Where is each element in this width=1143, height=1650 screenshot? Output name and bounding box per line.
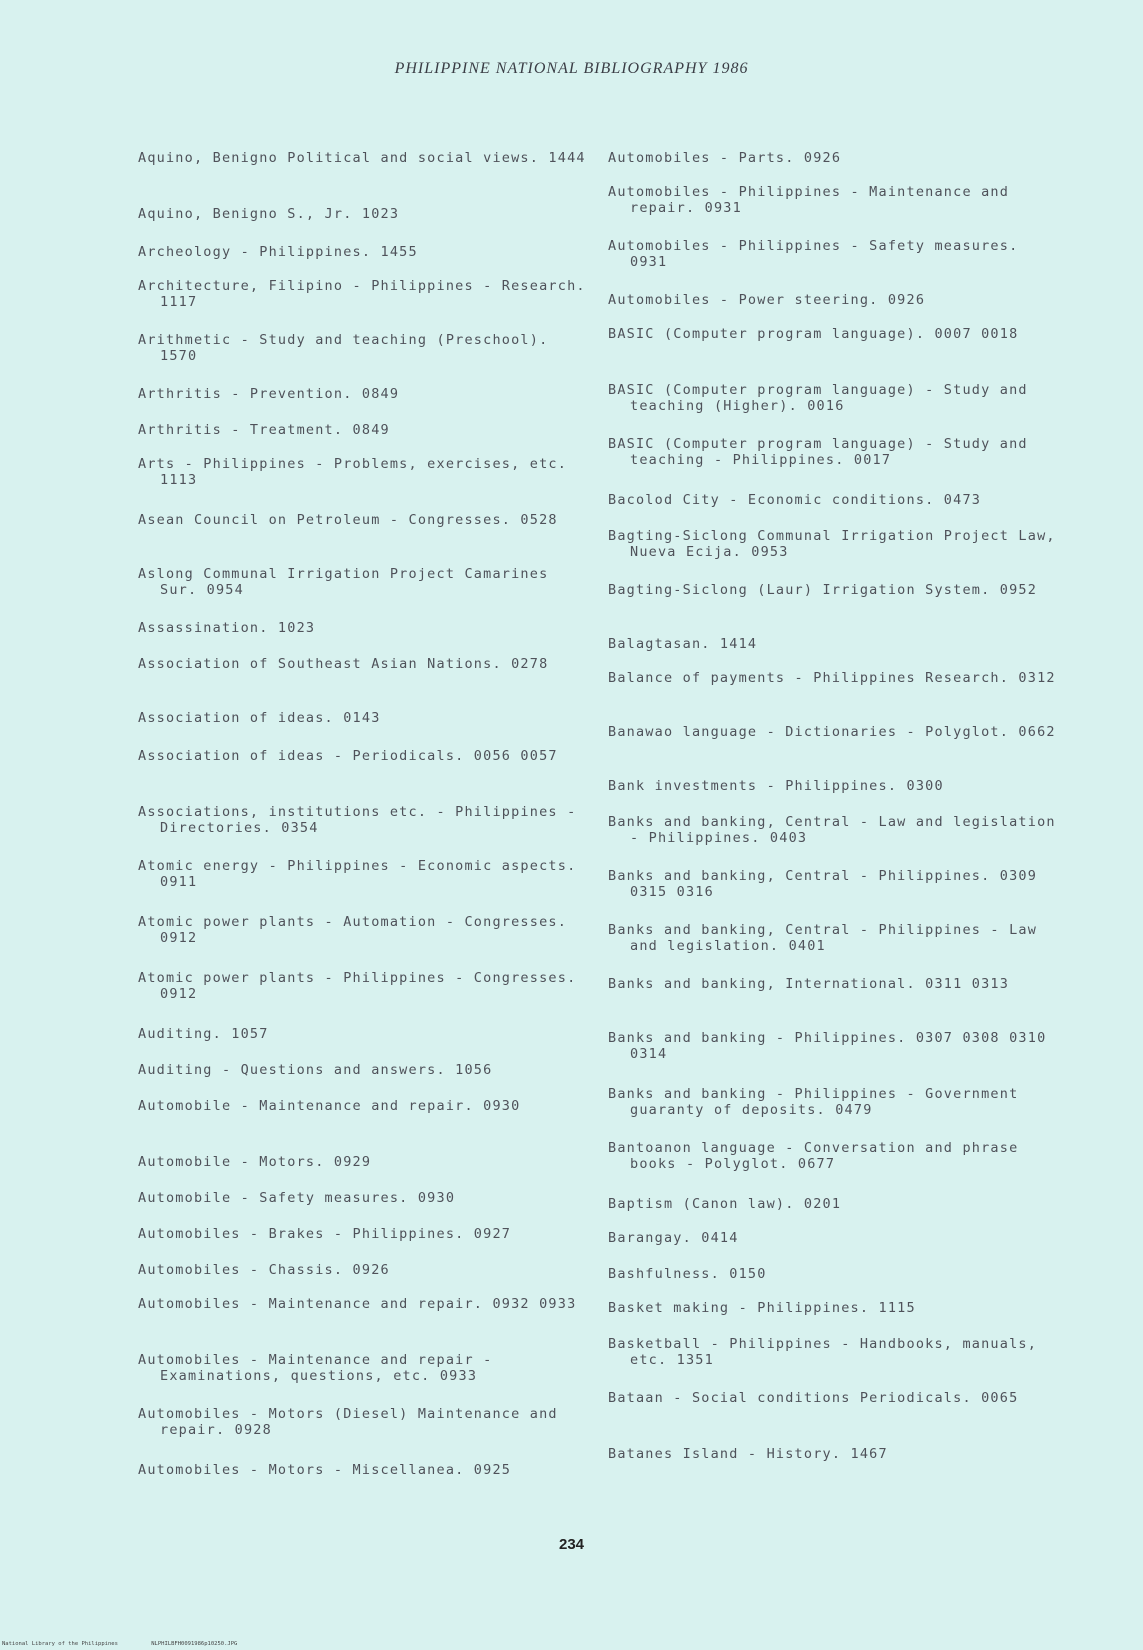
bibliography-entry: Automobiles - Maintenance and repair - Examinations, questions, etc. 0933 [138,1352,493,1384]
bibliography-entry: Assassination. 1023 [138,620,316,636]
bibliography-entry: BASIC (Computer program language). 0007 0018 [608,326,1019,342]
bibliography-entry: Batanes Island - History. 1467 [608,1446,888,1462]
bibliography-entry: Archeology - Philippines. 1455 [138,244,418,260]
bibliography-entry: Automobiles - Maintenance and repair. 0932 0933 [138,1296,577,1312]
bibliography-entry: Bataan - Social conditions Periodicals. 0065 [608,1390,1019,1406]
bibliography-entry: Aslong Communal Irrigation Project Camarines Sur. 0954 [138,566,549,598]
bibliography-entry: Bagting-Siclong Communal Irrigation Project Law, Nueva Ecija. 0953 [608,528,1056,560]
bibliography-entry: Bashfulness. 0150 [608,1266,767,1282]
bibliography-entry: Automobiles - Parts. 0926 [608,150,842,166]
bibliography-entry: Automobile - Safety measures. 0930 [138,1190,456,1206]
bibliography-entry: Bagting-Siclong (Laur) Irrigation System. 0952 [608,582,1038,598]
footer [2,1641,267,1647]
bibliography-entry: Asean Council on Petroleum - Congresses. 0528 [138,512,558,528]
bibliography-entry: Banks and banking, Central - Philippines - Law and legislation. 0401 [608,922,1038,954]
bibliography-entry: Bank investments - Philippines. 0300 [608,778,944,794]
bibliography-entry: Automobiles - Chassis. 0926 [138,1262,390,1278]
bibliography-entry: Automobile - Motors. 0929 [138,1154,372,1170]
bibliography-entry: Banks and banking, International. 0311 0313 [608,976,1010,992]
bibliography-entry: Banks and banking - Philippines - Government guaranty of deposits. 0479 [608,1086,1019,1118]
bibliography-entry: BASIC (Computer program language) - Study and teaching - Philippines. 0017 [608,436,1028,468]
bibliography-entry: Aquino, Benigno S., Jr. 1023 [138,206,400,222]
bibliography-entry: Association of ideas - Periodicals. 0056 0057 [138,748,558,764]
bibliography-entry: Association of ideas. 0143 [138,710,381,726]
bibliography-entry: Baptism (Canon law). 0201 [608,1196,842,1212]
page-header-title: PHILIPPINE NATIONAL BIBLIOGRAPHY 1986 [394,60,749,77]
footer-file: NLPHILBFH0091986p10250.JPG [151,1641,238,1647]
bibliography-entry: Banks and banking, Central - Philippines. 0309 0315 0316 [608,868,1038,900]
bibliography-entry: Architecture, Filipino - Philippines - Research. 1117 [138,278,586,310]
bibliography-entry: Basket making - Philippines. 1115 [608,1300,916,1316]
bibliography-entry: Atomic energy - Philippines - Economic aspects. 0911 [138,858,577,890]
bibliography-entry: Associations, institutions etc. - Philippines - Directories. 0354 [138,804,577,836]
bibliography-entry: BASIC (Computer program language) - Study and teaching (Higher). 0016 [608,382,1028,414]
bibliography-entry: Automobiles - Brakes - Philippines. 0927 [138,1226,512,1242]
bibliography-entry: Basketball - Philippines - Handbooks, manuals, etc. 1351 [608,1336,1038,1368]
bibliography-entry: Atomic power plants - Philippines - Congresses. 0912 [138,970,577,1002]
bibliography-entry: Automobiles - Philippines - Maintenance and repair. 0931 [608,184,1010,216]
bibliography-entry: Auditing. 1057 [138,1026,269,1042]
bibliography-entry: Banawao language - Dictionaries - Polyglot. 0662 [608,724,1056,740]
bibliography-entry: Automobiles - Power steering. 0926 [608,292,926,308]
bibliography-entry: Arthritis - Prevention. 0849 [138,386,400,402]
bibliography-entry: Association of Southeast Asian Nations. 0278 [138,656,549,672]
bibliography-entry: Aquino, Benigno Political and social views. 1444 [138,150,586,166]
bibliography-entry: Bantoanon language - Conversation and phrase books - Polyglot. 0677 [608,1140,1019,1172]
footer-library: National Library of the Philippines [2,1641,118,1647]
bibliography-entry: Banks and banking, Central - Law and legislation - Philippines. 0403 [608,814,1056,846]
bibliography-entry: Barangay. 0414 [608,1230,739,1246]
bibliography-entry: Arthritis - Treatment. 0849 [138,422,390,438]
bibliography-entry: Auditing - Questions and answers. 1056 [138,1062,493,1078]
bibliography-entry: Arithmetic - Study and teaching (Preschool). 1570 [138,332,549,364]
bibliography-entry: Atomic power plants - Automation - Congresses. 0912 [138,914,568,946]
bibliography-entry: Automobiles - Motors - Miscellanea. 0925 [138,1462,512,1478]
bibliography-entry: Automobiles - Motors (Diesel) Maintenance and repair. 0928 [138,1406,558,1438]
bibliography-entry: Balance of payments - Philippines Research. 0312 [608,670,1056,686]
bibliography-entry: Arts - Philippines - Problems, exercises, etc. 1113 [138,456,568,488]
page-number: 234 [558,1536,585,1553]
bibliography-entry: Banks and banking - Philippines. 0307 0308 0310 0314 [608,1030,1047,1062]
bibliography-entry: Automobiles - Philippines - Safety measures. 0931 [608,238,1019,270]
bibliography-entry: Automobile - Maintenance and repair. 0930 [138,1098,521,1114]
bibliography-entry: Balagtasan. 1414 [608,636,758,652]
bibliography-entry: Bacolod City - Economic conditions. 0473 [608,492,982,508]
